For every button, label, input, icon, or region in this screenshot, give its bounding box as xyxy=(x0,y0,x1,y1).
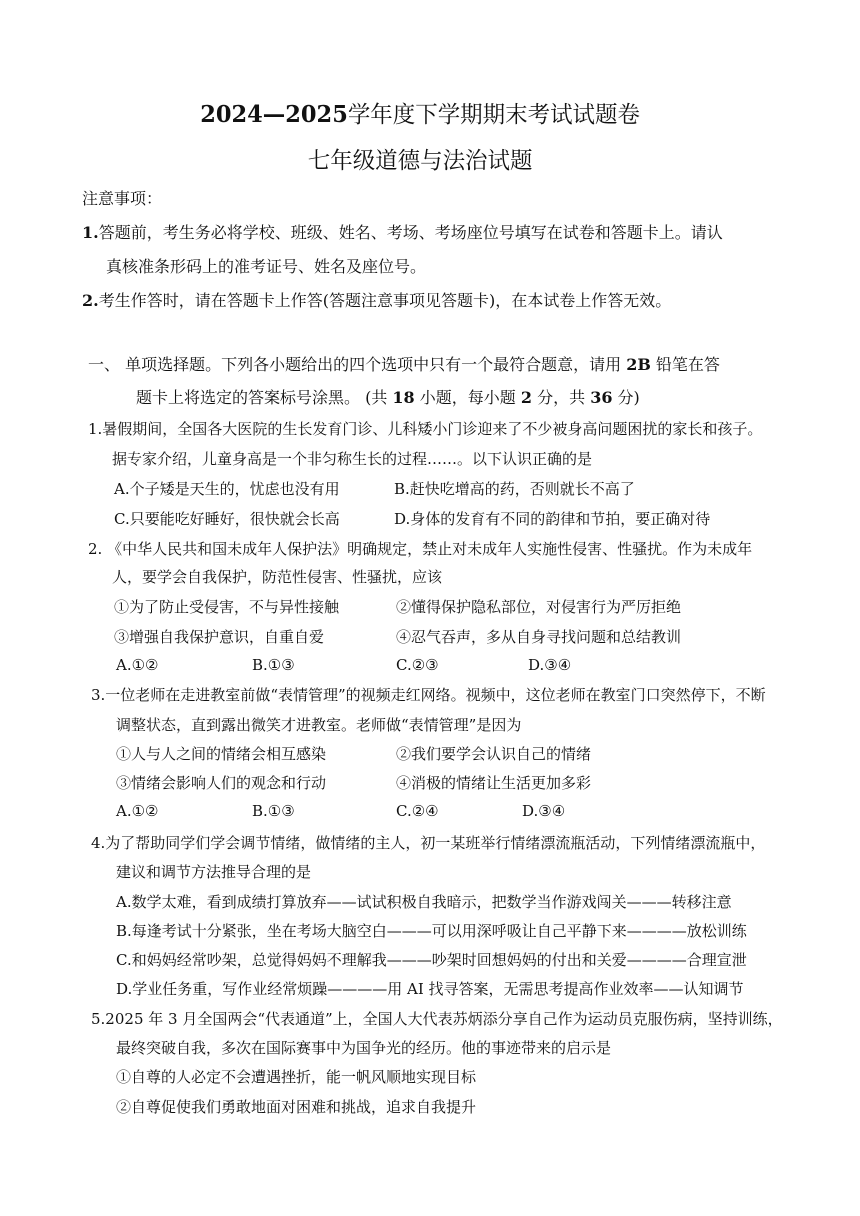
q3-stem-cont: 调整状态，直到露出微笑才进教室。老师做“表情管理”是因为 xyxy=(116,716,522,734)
notice-item-1 xyxy=(82,220,723,243)
q5-statement-1: ①自尊的人必定不会遭遇挫折，能一帆风顺地实现目标 xyxy=(116,1068,477,1086)
q3-statement-4: ④消极的情绪让生活更加多彩 xyxy=(396,774,592,792)
q5-statement-2: ②自尊促使我们勇敢地面对困难和挑战，追求自我提升 xyxy=(116,1098,477,1116)
section-heading-pencil: 2B xyxy=(626,355,651,374)
q3-option-d: D.③④ xyxy=(522,802,566,820)
q4-option-c: C.和妈妈经常吵架，总觉得妈妈不理解我———吵架时回想妈妈的付出和关爱————合理宣泄 xyxy=(116,951,747,969)
q2-statement-3: ③增强自我保护意识，自重自爱 xyxy=(114,628,325,646)
section-heading xyxy=(88,352,720,375)
q3-statement-3: ③情绪会影响人们的观念和行动 xyxy=(116,774,327,792)
q4-option-a: A.数学太难，看到成绩打算放弃——试试积极自我暗示，把数学当作游戏闯关———转移注意 xyxy=(116,893,732,911)
q5-stem-cont: 最终突破自我，多次在国际赛事中为国争光的经历。他的事迹带来的启示是 xyxy=(116,1039,612,1057)
q1-option-d: D.身体的发育有不同的韵律和节拍，要正确对待 xyxy=(394,510,711,528)
section-heading-text: 一、 单项选择题。下列各小题给出的四个选项中只有一个最符合题意，请用 xyxy=(88,355,627,374)
q1-option-b: B.赶快吃增高的药，否则就长不高了 xyxy=(394,480,635,498)
q3-statement-1: ①人与人之间的情绪会相互感染 xyxy=(116,745,327,763)
q3-option-c: C.②④ xyxy=(396,802,439,820)
notice-heading: 注意事项： xyxy=(82,189,163,208)
section-heading-text-end: 铅笔在答 xyxy=(650,355,720,374)
q1-stem: 1.暑假期间，全国各大医院的生长发育门诊、儿科矮小门诊迎来了不少被身高问题困扰的家长和孩子。 xyxy=(88,420,763,438)
section-text-g: 分) xyxy=(612,388,640,407)
q2-statement-4: ④忍气吞声，多从自身寻找问题和总结教训 xyxy=(396,628,682,646)
section-text-e: 分，共 xyxy=(532,388,591,407)
q2-option-a: A.①② xyxy=(116,656,159,674)
title-year: 2024—2025 xyxy=(200,101,348,128)
section-points-each: 2 xyxy=(520,388,533,407)
q2-statement-2: ②懂得保护隐私部位，对侵害行为严厉拒绝 xyxy=(396,598,682,616)
section-instructions xyxy=(136,385,640,408)
q1-option-c: C.只要能吃好睡好，很快就会长高 xyxy=(114,510,340,528)
q1-option-a: A.个子矮是天生的，忧虑也没有用 xyxy=(114,480,340,498)
section-text-a: 题卡上将选定的答案标号涂黑。 (共 xyxy=(136,388,393,407)
q4-option-d: D.学业任务重，写作业经常烦躁————用 AI 找寻答案，无需思考提高作业效率——认知调节 xyxy=(116,980,744,998)
q4-stem-cont: 建议和调节方法推导合理的是 xyxy=(116,863,312,881)
section-count: 18 xyxy=(392,388,415,407)
notice-item-2 xyxy=(82,288,671,311)
notice-item-2-text: 考生作答时，请在答题卡上作答(答题注意事项见答题卡)，在本试卷上作答无效。 xyxy=(98,291,672,310)
q2-statement-1: ①为了防止受侵害，不与异性接触 xyxy=(114,598,340,616)
notice-item-1-text: 答题前，考生务必将学校、班级、姓名、考场、考场座位号填写在试卷和答题卡上。请认 xyxy=(98,223,723,242)
page-subtitle: 七年级道德与法治试题 xyxy=(307,148,533,174)
q3-statement-2: ②我们要学会认识自己的情绪 xyxy=(396,745,592,763)
q3-option-a: A.①② xyxy=(116,802,159,820)
page-title xyxy=(0,96,840,129)
q2-option-d: D.③④ xyxy=(528,656,572,674)
notice-item-1-num: 1. xyxy=(82,223,99,242)
q1-stem-cont: 据专家介绍，儿童身高是一个非匀称生长的过程……。以下认识正确的是 xyxy=(112,450,593,468)
title-text: 学年度下学期期末考试试题卷 xyxy=(347,102,640,128)
q4-option-b: B.每逢考试十分紧张，坐在考场大脑空白———可以用深呼吸让自己平静下来————放松训练 xyxy=(116,922,747,940)
notice-item-1-cont: 真核准条形码上的准考证号、姓名及座位号。 xyxy=(106,257,427,276)
q3-option-b: B.①③ xyxy=(252,802,295,820)
q2-stem: 2. 《中华人民共和国未成年人保护法》明确规定，禁止对未成年人实施性侵害、性骚扰。作为未成年 xyxy=(88,540,753,558)
notice-item-2-num: 2. xyxy=(82,291,99,310)
q2-option-b: B.①③ xyxy=(252,656,295,674)
q3-stem: 3.一位老师在走进教室前做“表情管理”的视频走红网络。视频中，这位老师在教室门口突然停下，不断 xyxy=(91,686,766,704)
q4-stem: 4.为了帮助同学们学会调节情绪，做情绪的主人，初一某班举行情绪漂流瓶活动，下列情绪漂流瓶中， xyxy=(91,834,766,852)
section-text-c: 小题，每小题 xyxy=(414,388,521,407)
q2-option-c: C.②③ xyxy=(396,656,439,674)
q2-stem-cont: 人，要学会自我保护，防范性侵害、性骚扰，应该 xyxy=(112,568,443,586)
section-points-total: 36 xyxy=(590,388,613,407)
q5-stem: 5.2025 年 3 月全国两会“代表通道”上，全国人大代表苏炳添分享自己作为运动员克服伤病，坚持训练， xyxy=(91,1010,783,1028)
